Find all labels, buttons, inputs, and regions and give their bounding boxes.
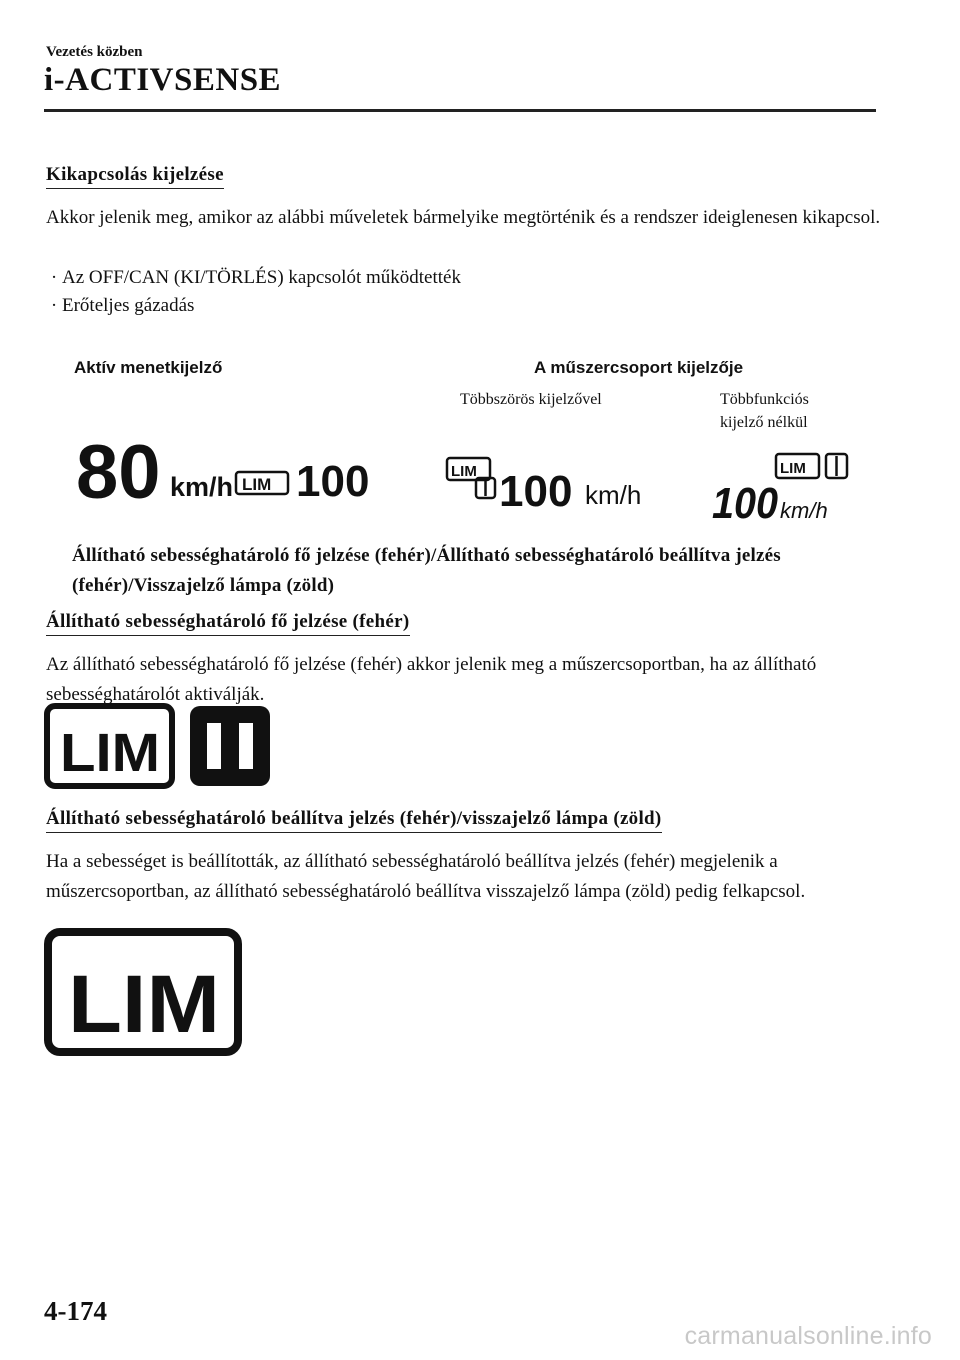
bullet-item: · Erőteljes gázadás (50, 295, 195, 316)
lim-icon-nomulti (776, 454, 847, 478)
figure-col-nomulti-label-2: kijelző nélkül (720, 414, 808, 431)
figure-label-cluster-display: A műszercsoport kijelzője (534, 358, 744, 377)
svg-text:LIM: LIM (68, 959, 220, 1050)
figure-label-active-display: Aktív menetkijelző (74, 358, 223, 377)
lim-set-indication-icon (44, 928, 244, 1058)
svg-text:LIM: LIM (242, 475, 272, 494)
section-body-off: Akkor jelenik meg, amikor az alábbi műveletek bármelyike megtörténik és a rendszer ideiglenesen kikapcsol. (46, 207, 881, 228)
chapter-title: i-ACTIVSENSE (44, 62, 282, 98)
nomulti-limit-value: 100 (712, 479, 779, 528)
lim-icon-active (236, 472, 288, 494)
section-heading-set: Állítható sebességhatároló beállítva jelzés (fehér)/visszajelző lámpa (zöld) (46, 808, 662, 833)
page-number: 4-174 (44, 1296, 107, 1326)
lim-icon-multi (447, 458, 495, 498)
header-rule (44, 109, 876, 112)
figure-caption: Állítható sebességhatároló fő jelzése (fehér)/Állítható sebességhatároló beállítva jelzés (fehér)/Visszajelző lámpa (zöld) (72, 545, 781, 596)
section-heading-main: Állítható sebességhatároló fő jelzése (fehér) (46, 611, 410, 636)
section-body-main: Az állítható sebességhatároló fő jelzése (fehér) akkor jelenik meg a műszercsoportban, ha az állítható sebességhatárolót aktiválják. (46, 654, 817, 705)
running-header: Vezetés közben (46, 44, 143, 60)
lim-main-indication-icon (44, 703, 276, 789)
active-speed-value: 80 (76, 430, 161, 515)
active-speed-unit: km/h (170, 472, 234, 502)
speed-limiter-figure (0, 420, 960, 530)
bullet-item: · Az OFF/CAN (KI/TÖRLÉS) kapcsolót működtették (50, 267, 461, 288)
active-limit-value: 100 (296, 457, 370, 506)
nomulti-unit: km/h (780, 498, 828, 523)
site-watermark: carmanualsonline.info (684, 1322, 932, 1350)
section-body-set: Ha a sebességet is beállították, az állítható sebességhatároló beállítva jelzés (fehér) megjelenik a műszercsoportban, az állítható sebességhatároló beállítva visszajelző lámpa (zöld) pedig felkapcsol. (46, 851, 806, 902)
svg-text:LIM: LIM (451, 463, 477, 480)
svg-text:LIM: LIM (780, 460, 806, 477)
figure-col-multi-label: Többszörös kijelzővel (460, 391, 602, 408)
figure-col-nomulti-label-1: Többfunkciós (720, 391, 809, 408)
section-heading-off: Kikapcsolás kijelzése (46, 164, 224, 189)
svg-text:LIM: LIM (60, 723, 160, 783)
multi-limit-value: 100 (499, 467, 573, 516)
multi-unit: km/h (585, 480, 642, 510)
